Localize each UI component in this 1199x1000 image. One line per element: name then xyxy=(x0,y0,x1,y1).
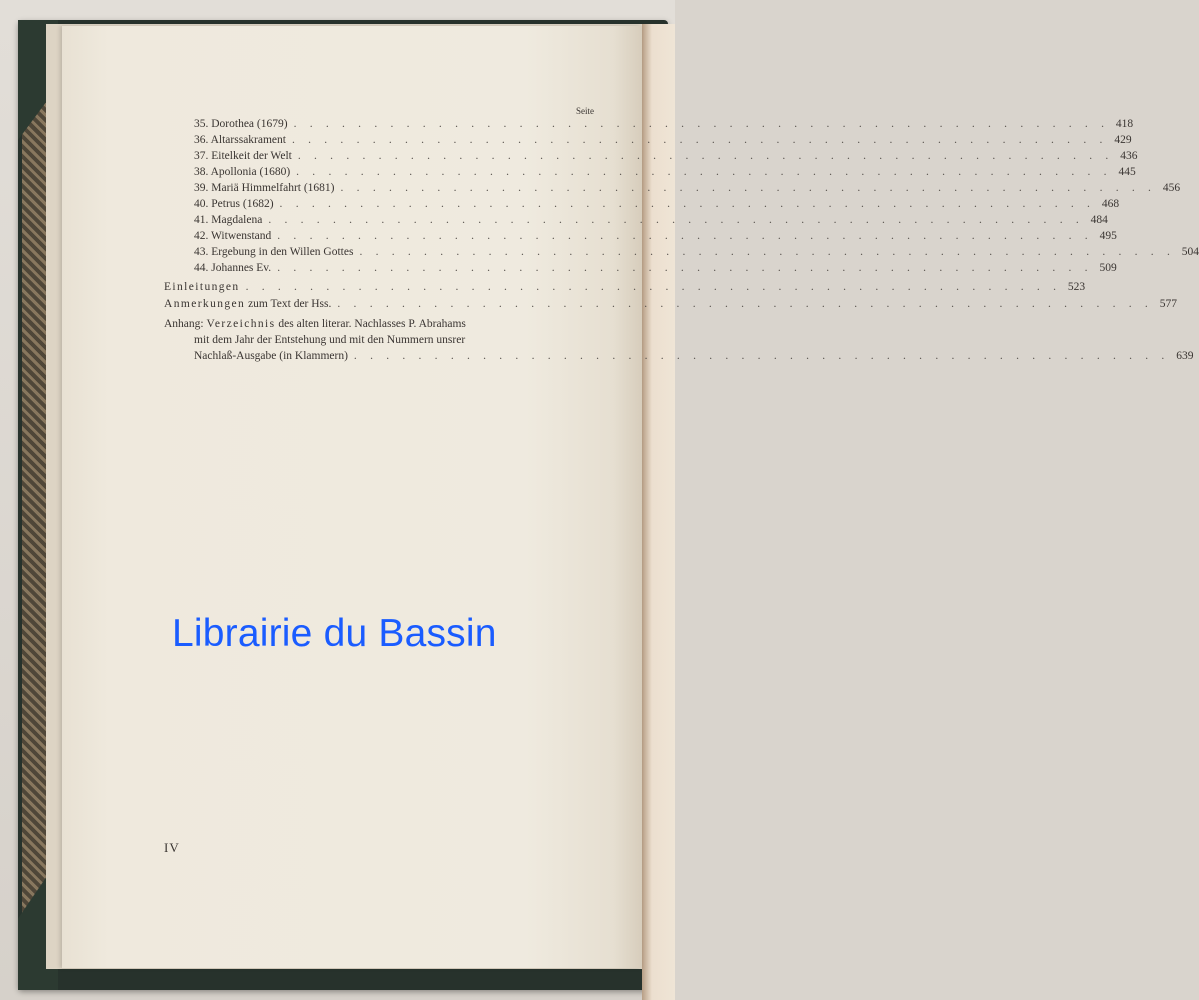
entry-title: 36. Altarssakrament xyxy=(194,134,286,146)
anhang-prefix: Anhang: xyxy=(164,318,207,330)
entry-title: 38. Apollonia (1680) xyxy=(194,166,291,178)
dot-leader: . . . . . . . . . . . . . . . . . . . . . . . . . . . . . . . . . . . . . . . . . . . . . . . . . . . xyxy=(337,298,1153,310)
entry-page: 468 xyxy=(1101,198,1120,210)
toc-entry xyxy=(194,229,1117,245)
toc-entry xyxy=(194,165,1136,181)
entry-page: 456 xyxy=(1162,182,1181,194)
entry-page: 504 xyxy=(1181,246,1199,258)
anhang-line1-rest: des alten literar. Nachlasses P. Abrahams xyxy=(275,318,466,330)
entry-title: 37. Eitelkeit der Welt xyxy=(194,150,292,162)
toc-entry xyxy=(194,245,1199,261)
toc-entry xyxy=(194,133,1132,149)
dot-leader: . . . . . . . . . . . . . . . . . . . . . . . . . . . . . . . . . . . . . . . . . . . . . . . . . . . xyxy=(279,198,1096,210)
entry-page: 509 xyxy=(1099,262,1117,274)
anhang-line-3 xyxy=(194,349,1194,365)
entry-page: 445 xyxy=(1118,166,1136,178)
toc-section-einleitungen xyxy=(164,280,1086,296)
anhang-spaced: Verzeichnis xyxy=(206,318,276,330)
entry-page: 429 xyxy=(1114,134,1132,146)
section-page: 577 xyxy=(1159,298,1177,310)
section-title xyxy=(164,297,337,313)
anhang-line3-text: Nachlaß-Ausgabe (in Klammern) xyxy=(194,350,348,362)
toc-entry xyxy=(194,213,1108,229)
entry-title: 41. Magdalena xyxy=(194,214,263,226)
section-title: Einleitungen xyxy=(164,281,240,293)
entry-page: 495 xyxy=(1099,230,1117,242)
entry-title: 40. Petrus (1682) xyxy=(194,198,274,210)
entry-title: 43. Ergebung in den Willen Gottes xyxy=(194,246,354,258)
section-page: 523 xyxy=(1067,281,1086,293)
dot-leader: . . . . . . . . . . . . . . . . . . . . . . . . . . . . . . . . . . . . . . . . . . . . . . . . . . . xyxy=(268,214,1084,226)
dot-leader: . . . . . . . . . . . . . . . . . . . . . . . . . . . . . . . . . . . . . . . . . . . . . . . . . . . xyxy=(353,350,1170,362)
dot-leader: . . . . . . . . . . . . . . . . . . . . . . . . . . . . . . . . . . . . . . . . . . . . . . . . . . . xyxy=(296,166,1112,178)
toc-entry xyxy=(194,181,1181,197)
dot-leader: . . . . . . . . . . . . . . . . . . . . . . . . . . . . . . . . . . . . . . . . . . . . . . . . . . . xyxy=(277,262,1093,274)
toc-entry xyxy=(194,117,1134,133)
entry-page: 418 xyxy=(1115,118,1134,130)
toc-entry xyxy=(194,149,1138,165)
entry-page: 436 xyxy=(1120,150,1138,162)
dot-leader: . . . . . . . . . . . . . . . . . . . . . . . . . . . . . . . . . . . . . . . . . . . . . . . . . . . xyxy=(277,230,1093,242)
entry-title: 42. Witwenstand xyxy=(194,230,272,242)
dot-leader: . . . . . . . . . . . . . . . . . . . . . . . . . . . . . . . . . . . . . . . . . . . . . . . . . . . xyxy=(291,134,1108,146)
toc-entry xyxy=(194,197,1120,213)
dot-leader: . . . . . . . . . . . . . . . . . . . . . . . . . . . . . . . . . . . . . . . . . . . . . . . . . . . xyxy=(245,281,1062,293)
page-folio: IV xyxy=(164,840,180,855)
dot-leader: . . . . . . . . . . . . . . . . . . . . . . . . . . . . . . . . . . . . . . . . . . . . . . . . . . . xyxy=(293,118,1110,130)
section-title-spaced: Anmerkungen xyxy=(164,298,246,310)
anhang-line-1 xyxy=(164,317,466,333)
toc-entry xyxy=(194,261,1117,277)
dot-leader: . . . . . . . . . . . . . . . . . . . . . . . . . . . . . . . . . . . . . . . . . . . . . . . . . . . xyxy=(359,246,1176,258)
entry-title: 44. Johannes Ev. xyxy=(194,262,272,274)
seite-header: Seite xyxy=(576,106,594,116)
toc-section-anmerkungen xyxy=(164,297,1177,313)
anhang-line-2: mit dem Jahr der Entstehung und mit den Nummern unsrer xyxy=(194,334,466,346)
entry-title: 39. Mariä Himmelfahrt (1681) xyxy=(194,182,335,194)
section-title-rest: zum Text der Hss. xyxy=(245,298,332,310)
dot-leader: . . . . . . . . . . . . . . . . . . . . . . . . . . . . . . . . . . . . . . . . . . . . . . . . . . . xyxy=(297,150,1114,162)
dot-leader: . . . . . . . . . . . . . . . . . . . . . . . . . . . . . . . . . . . . . . . . . . . . . . . . . . . xyxy=(340,182,1157,194)
entry-page: 484 xyxy=(1090,214,1108,226)
entry-title: 35. Dorothea (1679) xyxy=(194,118,288,130)
watermark-text: Librairie du Bassin xyxy=(172,612,497,655)
anhang-page: 639 xyxy=(1176,350,1194,362)
